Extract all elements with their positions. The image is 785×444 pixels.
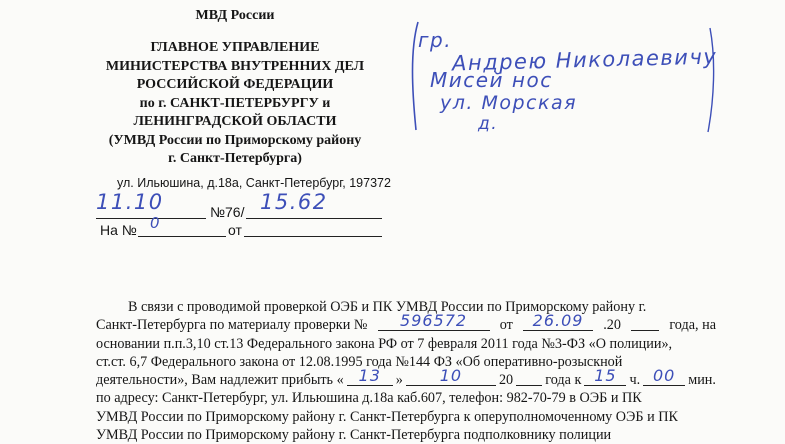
body-line-1: В связи с проводимой проверкой ОЭБ и ПК УМВД России по Приморскому району г. xyxy=(128,299,647,315)
body-line-6: по адресу: Санкт-Петербург, ул. Ильюшина д.18а каб.607, телефон: 982-70-79 в ОЭБ и ПК xyxy=(96,390,642,407)
ref-line xyxy=(138,236,226,237)
number-label: №76/ xyxy=(210,204,245,220)
body-line-7: УМВД России по Приморскому району г. Санкт-Петербурга к оперуполномоченному ОЭБ и ПК xyxy=(96,408,678,425)
from-line xyxy=(244,236,382,237)
handwritten-number: 15.62 xyxy=(260,190,328,214)
recipient-city: Мисей нос xyxy=(430,68,553,92)
letterhead-line: МИНИСТЕРСТВА ВНУТРЕННИХ ДЕЛ xyxy=(105,58,365,74)
letterhead-line: ЛЕНИНГРАДСКОЙ ОБЛАСТИ xyxy=(133,114,337,129)
letterhead-line: РОССИЙСКОЙ ФЕДЕРАЦИИ xyxy=(136,77,334,92)
letterhead-line: по г. САНКТ-ПЕТЕРБУРГУ и xyxy=(139,95,331,111)
recipient-street: ул. Морская xyxy=(440,92,578,114)
visit-minute-field: 00 xyxy=(643,371,685,386)
handwritten-date: 11.10 xyxy=(96,190,164,214)
body-line-8: УМВД России по Приморскому району г. Санкт-Петербурга подполковнику полиции xyxy=(96,427,612,444)
body-line-5: деятельности», Вам надлежит прибыть « 13 » 10 20 года к 15 ч. 00 мин. xyxy=(96,366,716,389)
recipient-prefix: гр. xyxy=(418,28,453,52)
case-year-field xyxy=(631,316,659,331)
ref-label: На № xyxy=(100,222,137,238)
letterhead-address: ул. Ильюшина, д.18а, Санкт-Петербург, 197372 xyxy=(117,176,391,190)
from-label: от xyxy=(228,222,242,238)
recipient-name: Андрею Николаевичу xyxy=(451,44,718,76)
number-line xyxy=(246,218,382,219)
body-line-2: Санкт-Петербурга по материалу проверки № 596572 от 26.09 .20 года, на xyxy=(96,311,716,334)
recipient-house: д. xyxy=(478,114,499,134)
letterhead-block xyxy=(90,39,380,169)
visit-hour-field: 15 xyxy=(584,371,626,386)
case-number-field: 596572 xyxy=(378,316,490,331)
body-line-4: ст.ст. 6,7 Федерального закона от 12.08.1995 года №144 ФЗ «Об оперативно-розыскной xyxy=(96,353,623,370)
visit-day-field: 13 xyxy=(347,371,393,386)
visit-year-field xyxy=(516,371,542,386)
handwritten-ref: 0 xyxy=(150,214,162,232)
case-date-field: 26.09 xyxy=(523,316,593,331)
letterhead-line: ГЛАВНОЕ УПРАВЛЕНИЕ xyxy=(150,40,320,55)
letterhead-line: (УМВД России по Приморскому району xyxy=(108,132,362,148)
letterhead-org: МВД России xyxy=(195,8,275,23)
body-line-3: основании п.п.3,10 ст.13 Федерального закона РФ от 7 февраля 2011 года №3-ФЗ «О полиции», xyxy=(96,335,673,352)
visit-month-field: 10 xyxy=(406,371,496,386)
recipient-bracket xyxy=(404,20,724,138)
body-text xyxy=(96,298,716,444)
letterhead-line: г. Санкт-Петербурга) xyxy=(168,151,302,166)
